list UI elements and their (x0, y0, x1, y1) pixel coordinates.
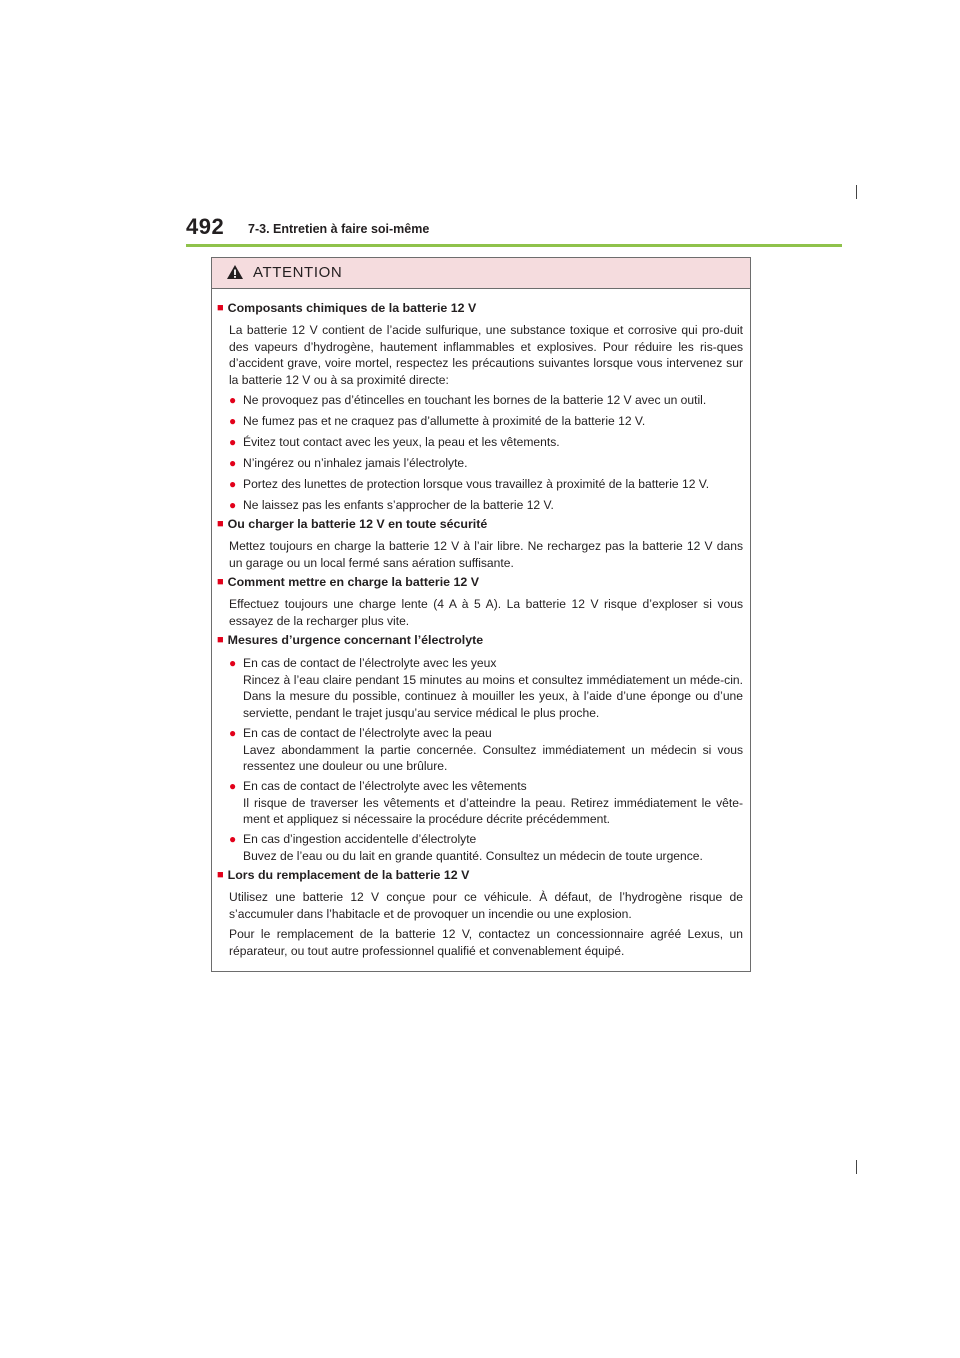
block-heading: ■ Comment mettre en charge la batterie 12 V (217, 575, 479, 589)
bullet-item: ● En cas de contact de l’électrolyte avec la peau Lavez abondamment la partie concernée. Consultez immédiatement un médecin si vous ressentez une douleur ou une brûlure. (229, 726, 743, 773)
square-bullet-icon: ■ (217, 869, 224, 881)
attention-header (212, 258, 750, 289)
block-heading: ■ Composants chimiques de la batterie 12 V (217, 301, 477, 315)
circle-bullet-icon: ● (229, 456, 237, 470)
circle-bullet-icon: ● (229, 779, 237, 793)
block-paragraph: Pour le remplacement de la batterie 12 V, contactez un concessionnaire agréé Lexus, un réparateur, ou tout autre professionnel qualifié et convenablement équipé. (229, 927, 743, 958)
block-paragraph: Utilisez une batterie 12 V conçue pour ce véhicule. À défaut, de l’hydrogène risque de s’accumuler dans l’habitacle et de provoquer un incendie ou une explosion. (229, 890, 743, 921)
square-bullet-icon: ■ (217, 576, 224, 588)
circle-bullet-icon: ● (229, 393, 237, 407)
square-bullet-icon: ■ (217, 302, 224, 314)
circle-bullet-icon: ● (229, 656, 237, 670)
section-title: 7-3. Entretien à faire soi-même (248, 222, 430, 236)
block-heading: ■ Lors du remplacement de la batterie 12 V (217, 868, 470, 882)
attention-box (211, 257, 751, 972)
bullet-item: ● Ne laissez pas les enfants s’approcher de la batterie 12 V. (229, 498, 554, 512)
header-rule (186, 244, 842, 247)
page-number: 492 (186, 214, 225, 239)
warning-triangle-icon (226, 264, 244, 285)
circle-bullet-icon: ● (229, 498, 237, 512)
bullet-item: ● En cas d’ingestion accidentelle d’électrolyte Buvez de l’eau ou du lait en grande quantité. Consultez un médecin de toute urgence. (229, 832, 703, 863)
circle-bullet-icon: ● (229, 414, 237, 428)
crop-mark-bottom (856, 1160, 857, 1174)
bullet-item: ● Ne provoquez pas d’étincelles en touchant les bornes de la batterie 12 V avec un outil. (229, 393, 707, 407)
circle-bullet-icon: ● (229, 832, 237, 846)
bullet-item: ● N’ingérez ou n’inhalez jamais l’électrolyte. (229, 456, 468, 470)
block-paragraph: Mettez toujours en charge la batterie 12 V à l’air libre. Ne rechargez pas la batterie 12 V dans un garage ou un local fermé sans aération suffisante. (229, 539, 743, 570)
circle-bullet-icon: ● (229, 435, 237, 449)
bullet-item: ● Portez des lunettes de protection lorsque vous travaillez à proximité de la batterie 12 V. (229, 477, 710, 491)
bullet-item: ● En cas de contact de l’électrolyte avec les yeux Rincez à l’eau claire pendant 15 minutes au moins et consultez immédiatement un méde-cin. Dans la mesure du possible, continuez à mouiller les yeux, à l’aide d’une éponge ou d’une serviette, pendant le trajet jusqu’au service médical le plus proche. (229, 656, 743, 720)
crop-mark-top (856, 185, 857, 199)
block-heading: ■ Mesures d’urgence concernant l’électrolyte (217, 633, 484, 647)
bullet-item: ● En cas de contact de l’électrolyte avec les vêtements Il risque de traverser les vêtements et d’atteindre la peau. Retirez immédiatement le vête-ment et appliquez si nécessaire la procédure décrite précédemment. (229, 779, 743, 826)
block-heading: ■ Ou charger la batterie 12 V en toute sécurité (217, 517, 488, 531)
block-paragraph: Effectuez toujours une charge lente (4 A à 5 A). La batterie 12 V risque d’exploser si vous essayez de la recharger plus vite. (229, 597, 743, 628)
bullet-item: ● Ne fumez pas et ne craquez pas d’allumette à proximité de la batterie 12 V. (229, 414, 646, 428)
square-bullet-icon: ■ (217, 518, 224, 530)
bullet-item: ● Évitez tout contact avec les yeux, la peau et les vêtements. (229, 435, 560, 449)
circle-bullet-icon: ● (229, 477, 237, 491)
square-bullet-icon: ■ (217, 634, 224, 646)
block-paragraph: La batterie 12 V contient de l’acide sulfurique, une substance toxique et corrosive qui pro-duit des vapeurs d’hydrogène, hautement inflammables et explosives. Pour réduire les ris-ques d’accident grave, voire mortel, respectez les précautions suivantes lorsque vous intervenez sur la batterie 12 V ou à sa proximité directe: (229, 323, 743, 387)
attention-title: ATTENTION (253, 264, 343, 281)
circle-bullet-icon: ● (229, 726, 237, 740)
